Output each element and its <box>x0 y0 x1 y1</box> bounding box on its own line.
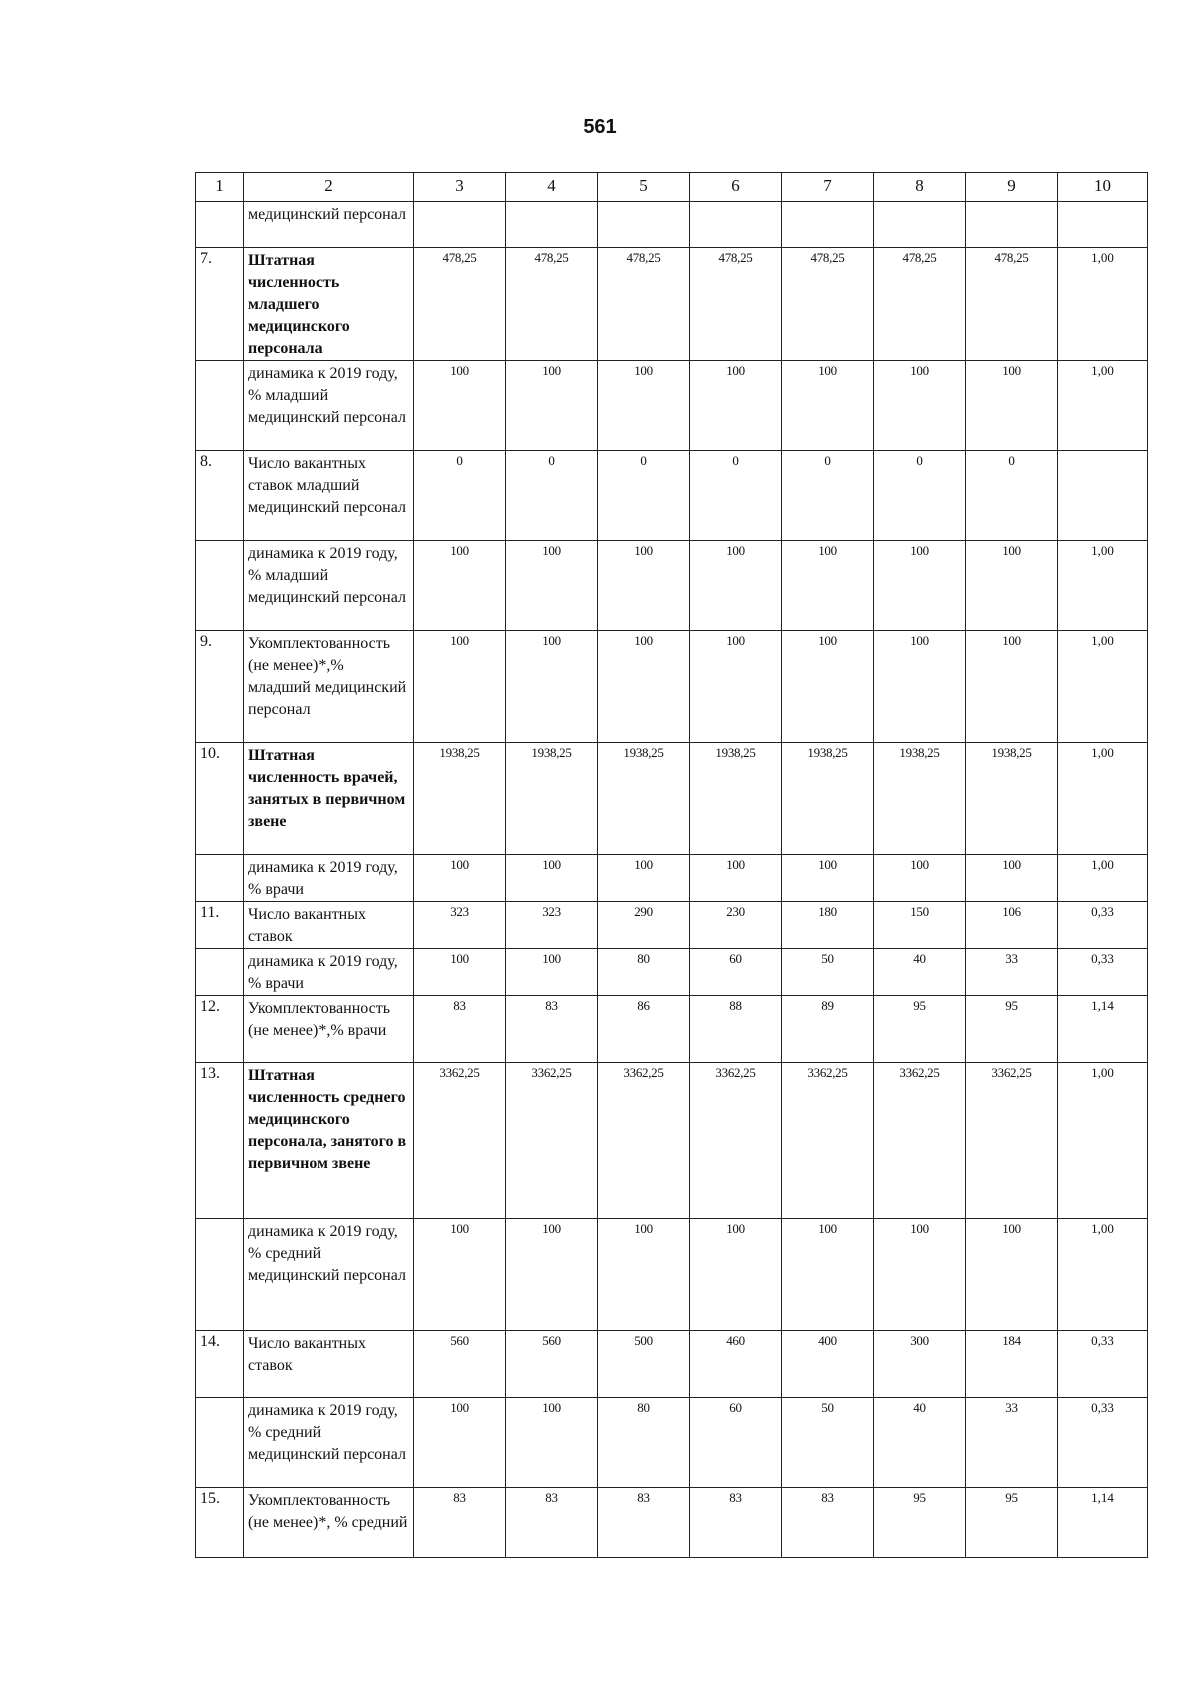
value-cell: 100 <box>414 855 506 902</box>
value-cell: 100 <box>598 361 690 451</box>
ratio-cell: 0,33 <box>1058 902 1148 949</box>
value-cell: 100 <box>598 631 690 743</box>
header-cell: 10 <box>1058 173 1148 202</box>
table-row <box>196 902 1148 949</box>
value-cell: 100 <box>506 949 598 996</box>
value-cell: 300 <box>874 1331 966 1398</box>
value-cell: 478,25 <box>506 248 598 361</box>
value-cell: 50 <box>782 949 874 996</box>
value-cell: 106 <box>966 902 1058 949</box>
value-cell <box>506 202 598 248</box>
value-cell: 100 <box>598 1219 690 1331</box>
value-cell: 0 <box>874 451 966 541</box>
value-cell: 100 <box>874 541 966 631</box>
value-cell: 100 <box>414 361 506 451</box>
row-label: динамика к 2019 году, % врачи <box>244 949 414 996</box>
row-label: Штатная численность врачей, занятых в первичном звене <box>244 743 414 855</box>
row-number: 15. <box>196 1488 244 1558</box>
value-cell: 95 <box>874 1488 966 1558</box>
value-cell: 0 <box>966 451 1058 541</box>
value-cell: 50 <box>782 1398 874 1488</box>
table-row <box>196 248 1148 361</box>
value-cell: 100 <box>506 1398 598 1488</box>
value-cell: 83 <box>506 996 598 1063</box>
value-cell: 33 <box>966 1398 1058 1488</box>
row-label: динамика к 2019 году, % врачи <box>244 855 414 902</box>
value-cell: 560 <box>506 1331 598 1398</box>
value-cell: 100 <box>414 631 506 743</box>
value-cell: 33 <box>966 949 1058 996</box>
table-row <box>196 361 1148 451</box>
value-cell <box>414 202 506 248</box>
value-cell: 100 <box>782 541 874 631</box>
value-cell: 3362,25 <box>598 1063 690 1219</box>
table-row <box>196 1219 1148 1331</box>
value-cell: 40 <box>874 949 966 996</box>
ratio-cell: 1,14 <box>1058 1488 1148 1558</box>
value-cell: 0 <box>690 451 782 541</box>
value-cell: 323 <box>414 902 506 949</box>
value-cell: 86 <box>598 996 690 1063</box>
value-cell: 1938,25 <box>782 743 874 855</box>
value-cell: 83 <box>598 1488 690 1558</box>
value-cell: 478,25 <box>874 248 966 361</box>
table-row <box>196 1398 1148 1488</box>
row-number: 8. <box>196 451 244 541</box>
row-number: 14. <box>196 1331 244 1398</box>
value-cell: 100 <box>782 1219 874 1331</box>
value-cell: 100 <box>966 631 1058 743</box>
ratio-cell: 0,33 <box>1058 1331 1148 1398</box>
value-cell: 100 <box>598 855 690 902</box>
value-cell: 100 <box>506 855 598 902</box>
row-number <box>196 202 244 248</box>
value-cell <box>782 202 874 248</box>
value-cell: 100 <box>966 855 1058 902</box>
row-number: 7. <box>196 248 244 361</box>
value-cell: 100 <box>690 541 782 631</box>
value-cell: 60 <box>690 949 782 996</box>
value-cell: 560 <box>414 1331 506 1398</box>
value-cell <box>598 202 690 248</box>
table-row <box>196 1331 1148 1398</box>
value-cell: 40 <box>874 1398 966 1488</box>
ratio-cell: 1,00 <box>1058 855 1148 902</box>
row-label: Укомплектованность (не менее)*,% младший медицинский персонал <box>244 631 414 743</box>
ratio-cell: 0,33 <box>1058 949 1148 996</box>
table-row <box>196 631 1148 743</box>
row-number <box>196 1398 244 1488</box>
value-cell: 100 <box>414 541 506 631</box>
header-cell: 3 <box>414 173 506 202</box>
table-row <box>196 1063 1148 1219</box>
row-number <box>196 1219 244 1331</box>
value-cell: 100 <box>414 1219 506 1331</box>
row-label: динамика к 2019 году, % младший медицинский персонал <box>244 541 414 631</box>
header-cell: 5 <box>598 173 690 202</box>
value-cell: 1938,25 <box>966 743 1058 855</box>
value-cell: 100 <box>690 361 782 451</box>
value-cell: 1938,25 <box>598 743 690 855</box>
row-label: Штатная численность младшего медицинского персонала <box>244 248 414 361</box>
value-cell: 100 <box>506 1219 598 1331</box>
row-label: Укомплектованность (не менее)*, % средний <box>244 1488 414 1558</box>
value-cell: 100 <box>782 361 874 451</box>
table-row <box>196 202 1148 248</box>
page-number: 561 <box>583 116 617 138</box>
value-cell <box>966 202 1058 248</box>
row-number <box>196 541 244 631</box>
ratio-cell <box>1058 202 1148 248</box>
value-cell: 100 <box>966 361 1058 451</box>
row-label: динамика к 2019 году, % младший медицинский персонал <box>244 361 414 451</box>
value-cell: 290 <box>598 902 690 949</box>
value-cell <box>874 202 966 248</box>
row-number: 12. <box>196 996 244 1063</box>
value-cell: 100 <box>414 949 506 996</box>
value-cell: 1938,25 <box>506 743 598 855</box>
value-cell: 100 <box>782 631 874 743</box>
value-cell: 100 <box>506 541 598 631</box>
table-row <box>196 541 1148 631</box>
value-cell: 95 <box>874 996 966 1063</box>
row-number <box>196 949 244 996</box>
value-cell: 100 <box>782 855 874 902</box>
value-cell: 83 <box>782 1488 874 1558</box>
value-cell: 100 <box>506 361 598 451</box>
table-row <box>196 949 1148 996</box>
ratio-cell: 1,00 <box>1058 361 1148 451</box>
row-label: динамика к 2019 году, % средний медицинский персонал <box>244 1219 414 1331</box>
value-cell: 88 <box>690 996 782 1063</box>
value-cell: 83 <box>506 1488 598 1558</box>
value-cell: 478,25 <box>414 248 506 361</box>
value-cell: 478,25 <box>966 248 1058 361</box>
value-cell: 3362,25 <box>874 1063 966 1219</box>
value-cell: 3362,25 <box>782 1063 874 1219</box>
header-cell: 2 <box>244 173 414 202</box>
value-cell: 100 <box>690 855 782 902</box>
value-cell: 0 <box>414 451 506 541</box>
value-cell: 1938,25 <box>414 743 506 855</box>
value-cell: 478,25 <box>782 248 874 361</box>
header-cell: 6 <box>690 173 782 202</box>
value-cell: 100 <box>874 361 966 451</box>
table-row <box>196 996 1148 1063</box>
value-cell: 0 <box>598 451 690 541</box>
row-label: Число вакантных ставок младший медицинский персонал <box>244 451 414 541</box>
table-header-row <box>196 173 1148 202</box>
row-label: Число вакантных ставок <box>244 1331 414 1398</box>
header-cell: 1 <box>196 173 244 202</box>
ratio-cell: 1,00 <box>1058 1063 1148 1219</box>
value-cell: 83 <box>690 1488 782 1558</box>
header-cell: 9 <box>966 173 1058 202</box>
value-cell: 180 <box>782 902 874 949</box>
value-cell: 95 <box>966 1488 1058 1558</box>
value-cell: 1938,25 <box>690 743 782 855</box>
table-row <box>196 451 1148 541</box>
row-label: динамика к 2019 году, % средний медицинский персонал <box>244 1398 414 1488</box>
value-cell: 500 <box>598 1331 690 1398</box>
ratio-cell <box>1058 451 1148 541</box>
row-number: 13. <box>196 1063 244 1219</box>
value-cell: 1938,25 <box>874 743 966 855</box>
ratio-cell: 1,00 <box>1058 743 1148 855</box>
row-label: Число вакантных ставок <box>244 902 414 949</box>
value-cell: 323 <box>506 902 598 949</box>
header-cell: 4 <box>506 173 598 202</box>
row-number <box>196 855 244 902</box>
value-cell: 3362,25 <box>690 1063 782 1219</box>
row-number: 10. <box>196 743 244 855</box>
value-cell: 60 <box>690 1398 782 1488</box>
ratio-cell: 1,00 <box>1058 248 1148 361</box>
value-cell: 184 <box>966 1331 1058 1398</box>
ratio-cell: 1,14 <box>1058 996 1148 1063</box>
value-cell: 3362,25 <box>966 1063 1058 1219</box>
table-row <box>196 1488 1148 1558</box>
value-cell: 150 <box>874 902 966 949</box>
table-row <box>196 743 1148 855</box>
row-label: медицинский персонал <box>244 202 414 248</box>
value-cell: 83 <box>414 1488 506 1558</box>
row-number <box>196 361 244 451</box>
row-number: 11. <box>196 902 244 949</box>
value-cell: 3362,25 <box>506 1063 598 1219</box>
value-cell: 80 <box>598 1398 690 1488</box>
value-cell: 80 <box>598 949 690 996</box>
ratio-cell: 0,33 <box>1058 1398 1148 1488</box>
value-cell: 100 <box>598 541 690 631</box>
row-label: Укомплектованность (не менее)*,% врачи <box>244 996 414 1063</box>
value-cell: 100 <box>874 631 966 743</box>
ratio-cell: 1,00 <box>1058 631 1148 743</box>
value-cell: 83 <box>414 996 506 1063</box>
ratio-cell: 1,00 <box>1058 1219 1148 1331</box>
value-cell: 478,25 <box>690 248 782 361</box>
value-cell: 100 <box>506 631 598 743</box>
value-cell: 478,25 <box>598 248 690 361</box>
value-cell: 0 <box>506 451 598 541</box>
value-cell: 0 <box>782 451 874 541</box>
value-cell: 100 <box>966 541 1058 631</box>
value-cell: 89 <box>782 996 874 1063</box>
row-label: Штатная численность среднего медицинского персонала, занятого в первичном звене <box>244 1063 414 1219</box>
header-cell: 7 <box>782 173 874 202</box>
value-cell: 3362,25 <box>414 1063 506 1219</box>
table-row <box>196 855 1148 902</box>
value-cell: 100 <box>874 855 966 902</box>
value-cell: 95 <box>966 996 1058 1063</box>
header-cell: 8 <box>874 173 966 202</box>
value-cell: 100 <box>690 1219 782 1331</box>
value-cell: 460 <box>690 1331 782 1398</box>
value-cell: 100 <box>966 1219 1058 1331</box>
value-cell: 230 <box>690 902 782 949</box>
staffing-table <box>195 172 1148 1558</box>
value-cell: 400 <box>782 1331 874 1398</box>
value-cell: 100 <box>874 1219 966 1331</box>
value-cell: 100 <box>414 1398 506 1488</box>
value-cell: 100 <box>690 631 782 743</box>
value-cell <box>690 202 782 248</box>
ratio-cell: 1,00 <box>1058 541 1148 631</box>
row-number: 9. <box>196 631 244 743</box>
